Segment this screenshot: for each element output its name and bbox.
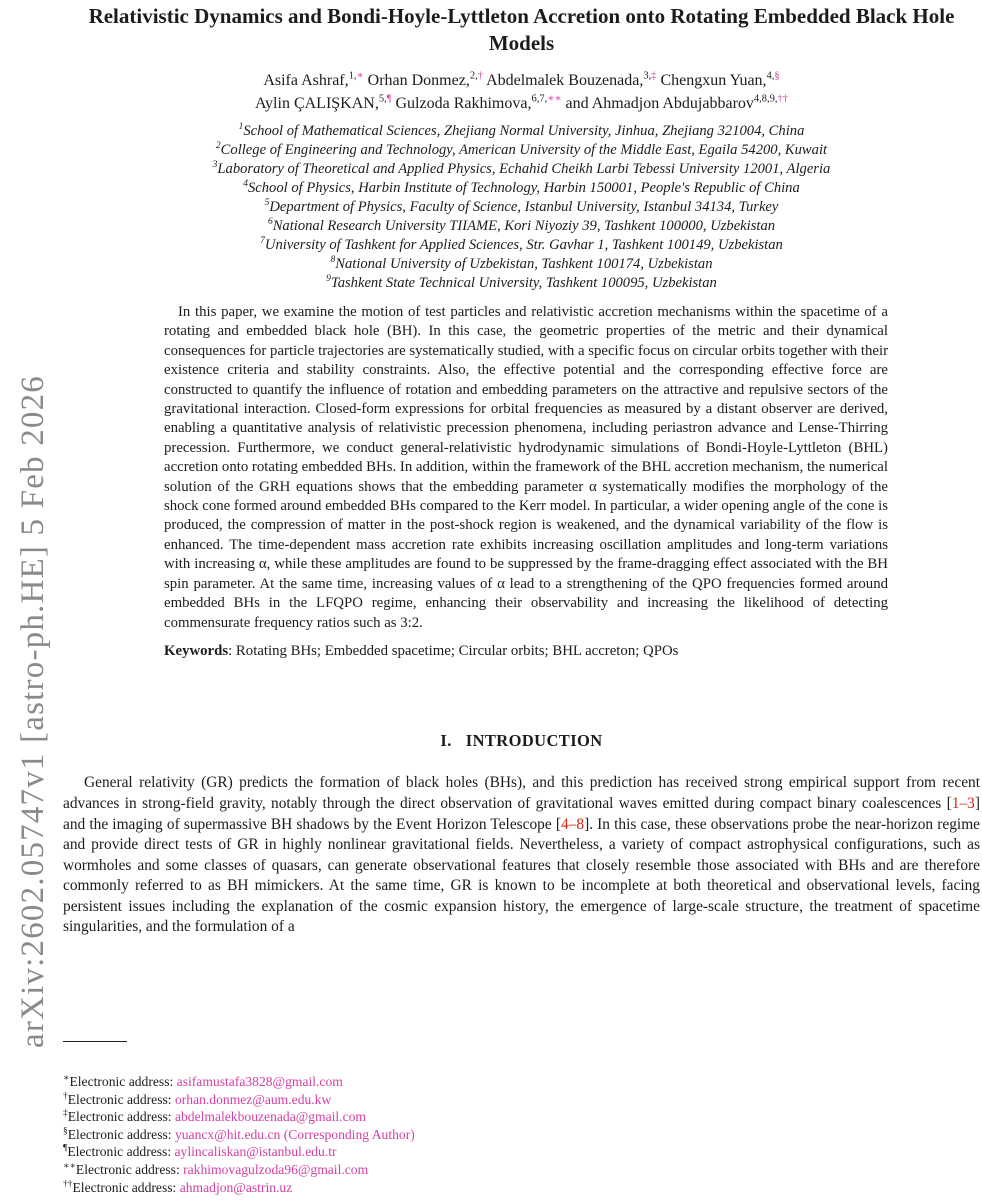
footnote-marker: ∗∗ (63, 1161, 76, 1172)
intro-paragraph: General relativity (GR) predicts the formation of black holes (BHs), and this prediction has received strong empirical support from recent advances in strong-field gravity, notably through the direct observation of gravitational waves emitted during compact binary coalescences [1–3] and the imaging of supermassive BH shadows by the Event Horizon Telescope [4–8]. In this case, these observations probe the near-horizon regime and provide direct tests of GR in highly nonlinear gravitational fields. Nevertheless, a variety of compact astrophysical configurations, such as wormholes and some classes of quasars, can generate observational features that closely resemble those associated with BHs and are therefore commonly referred to as BH mimickers. At the same time, GR is known to be incomplete at both theoretical and observational levels, facing persistent issues including the explanation of the cosmic expansion history, the emergence of large-scale structure, the treatment of spacetime singularities, and the formulation of a (63, 774, 980, 936)
author-footnote-marker[interactable]: ∗∗ (547, 93, 562, 105)
author-affiliation-numbers: 1, (348, 70, 357, 82)
affiliation-line: $^3$Laboratory of Theoretical and Applied Physics, Echahid Cheikh Larbi Tebessi University 12001, Algeria (212, 160, 831, 177)
footnote-label: Electronic address: (69, 1074, 177, 1089)
email-link[interactable]: rakhimovagulzoda96@gmail.com (183, 1161, 369, 1177)
author-footnote-marker[interactable]: § (774, 70, 780, 82)
section-title: INTRODUCTION (465, 731, 603, 751)
author (660, 72, 779, 89)
paper-title: Relativistic Dynamics and Bondi-Hoyle-Lyttleton Accretion onto Rotating Embedded Black Hole Models (88, 4, 955, 55)
author (565, 95, 788, 112)
citation-link[interactable]: 4–8 (560, 815, 585, 833)
affiliation-line: $^6$National Research University TIIAME, Kori Niyoziy 39, Tashkent 100000, Uzbekistan (267, 217, 776, 234)
footnote-marker: ‡ (63, 1108, 68, 1119)
author-superscript (643, 71, 656, 82)
footnote-list (63, 1073, 923, 1196)
author-affiliation-numbers: 6,7, (531, 93, 548, 105)
author-affiliation-numbers: 2, (469, 70, 478, 82)
author-list (63, 69, 980, 115)
author-superscript (531, 94, 561, 105)
affiliation-number: 7 (260, 236, 265, 247)
footnote-label: Electronic address: (67, 1144, 175, 1160)
affiliation-line: $^4$School of Physics, Harbin Institute of Technology, Harbin 150001, People's Republic of China (243, 179, 800, 196)
affiliation-line: $^5$Department of Physics, Faculty of Science, Istanbul University, Istanbul 34134, Turkey (264, 198, 779, 215)
author (395, 95, 561, 112)
footnote-line (63, 1126, 923, 1144)
author-footnote-marker[interactable]: ¶ (386, 93, 392, 105)
affiliation-number: 8 (330, 255, 336, 266)
affiliation-number: 4 (243, 179, 248, 190)
footnote-label: Electronic address: (67, 1126, 175, 1142)
author-footnote-marker[interactable]: † (477, 70, 483, 82)
affiliation-list (63, 122, 980, 293)
affiliation-number: 3 (212, 160, 218, 171)
abstract: In this paper, we examine the motion of test particles and relativistic accretion mechanisms within the spacetime of a rotating and embedded black hole (BH). In this case, the geometric properties of the metric and their dynamical consequences for particle trajectories are systematically studied, with a specific focus on circular orbits together with their existence criteria and stability constraints. Also, the effective potential and the corresponding effective force are constructed to quantify the influence of rotation and embedding parameters on the attractive and repulsive sectors of the gravitational interaction. Closed-form expressions for orbital frequencies as measured by a distant observer are derived, enabling a quantitative analysis of relativistic precession phenomena, including periastron advance and Lense-Thirring precession. Furthermore, we conduct general-relativistic hydrodynamic simulations of Bondi-Hoyle-Lyttleton (BHL) accretion onto rotating embedded BHs. In addition, within the framework of the BHL accretion mechanism, the numerical solution of the GRH equations shows that the embedding parameter α systematically modifies the morphology of the shock cone formed around embedded BHs compared to the Kerr model. In particular, a wider opening angle of the cone is produced, the compression of matter in the post-shock region is weakened, and the dynamical variability of the flow is enhanced. The time-dependent mass accretion rate exhibits increasing oscillation amplitudes and long-term variations with increasing α, while these amplitudes are found to be suppressed by the frame-dragging effect associated with the BH spin parameter. At the same time, increasing values of α lead to a strengthening of the QPO frequencies formed around embedded BHs in the LFQPO regime, enhancing their observability and increasing the likelihood of detecting commensurate frequency ratios such as 3:2. (164, 304, 888, 631)
keywords-label: Keywords (164, 642, 229, 659)
author-superscript (767, 71, 780, 82)
affiliation-number: 1 (238, 122, 244, 133)
author-name: Chengxun Yuan, (660, 72, 767, 89)
footnote-line (63, 1161, 923, 1179)
author-name: Aylin ÇALIŞKAN, (254, 95, 379, 112)
affiliation-number: 5 (264, 198, 270, 209)
email-link[interactable]: orhan.donmez@aum.edu.kw (174, 1091, 332, 1107)
affiliation-line: $^7$University of Tashkent for Applied Sciences, Str. Gavhar 1, Tashkent 100149, Uzbekistan (260, 236, 783, 253)
footnote-marker: † (63, 1091, 68, 1102)
author-affiliation-numbers: 4,8,9, (753, 93, 778, 105)
author-footnote-marker[interactable]: ‡ (651, 70, 657, 82)
affiliation-line: $^9$Tashkent State Technical University, Tashkent 100095, Uzbekistan (326, 274, 717, 291)
author-superscript (379, 94, 392, 105)
section-heading (63, 731, 980, 751)
footnote-marker: § (63, 1126, 68, 1137)
affiliation-number: 9 (326, 274, 331, 285)
footnote-label: Electronic address: (67, 1109, 175, 1125)
footnote-line (63, 1073, 923, 1091)
section-number: I. (440, 731, 452, 751)
author-name: Asifa Ashraf, (263, 72, 349, 89)
footnote-label: Electronic address: (67, 1091, 175, 1107)
keywords-line (164, 642, 888, 661)
footnote-area (63, 1041, 923, 1196)
author-name: Orhan Donmez, (367, 72, 470, 89)
author-name: Gulzoda Rakhimova, (395, 95, 532, 112)
author-name: and Ahmadjon Abdujabbarov (565, 95, 754, 112)
email-link[interactable]: aylincaliskan@istanbul.edu.tr (174, 1144, 337, 1160)
author-superscript (470, 71, 483, 82)
author-affiliation-numbers: 4, (766, 70, 775, 82)
author-superscript (349, 71, 364, 82)
affiliation-line: $^2$College of Engineering and Technology, American University of the Middle East, Egaila 54200, Kuwait (215, 141, 828, 158)
footnote-line (63, 1143, 923, 1161)
footnote-marker: ¶ (63, 1143, 68, 1154)
author-superscript (754, 94, 788, 105)
author-footnote-marker[interactable]: ∗ (356, 70, 364, 82)
keywords-text: : Rotating BHs; Embedded spacetime; Circular orbits; BHL accreton; QPOs (228, 642, 679, 659)
footnote-label: Electronic address: (72, 1179, 180, 1195)
email-link[interactable]: yuancx@hit.edu.cn (Corresponding Author) (174, 1126, 415, 1142)
footnote-label: Electronic address: (75, 1161, 184, 1177)
author (263, 72, 363, 89)
author-affiliation-numbers: 5, (378, 93, 387, 105)
author-affiliation-numbers: 3, (643, 70, 652, 82)
author (255, 95, 392, 112)
footnote-marker: †† (63, 1179, 73, 1190)
arxiv-watermark: arXiv:2602.05747v1 [astro-ph.HE] 5 Feb 2026 (15, 374, 51, 1048)
footnote-line (63, 1091, 923, 1109)
author (486, 72, 656, 89)
author-name: Abdelmalek Bouzenada, (486, 72, 644, 89)
affiliation-number: 6 (267, 217, 273, 228)
affiliation-number: 2 (215, 141, 221, 152)
author (368, 72, 483, 89)
citation-link[interactable]: 1–3 (951, 794, 975, 812)
email-link[interactable]: ahmadjon@astrin.uz (179, 1179, 293, 1195)
email-link[interactable]: asifamustafa3828@gmail.com (176, 1074, 343, 1089)
affiliation-line: $^8$National University of Uzbekistan, Tashkent 100174, Uzbekistan (330, 255, 713, 272)
footnote-marker: ∗ (63, 1073, 70, 1084)
footnote-rule (63, 1041, 127, 1042)
author-line-1 (63, 69, 980, 92)
email-link[interactable]: abdelmalekbouzenada@gmail.com (174, 1109, 367, 1125)
author-line-2 (63, 92, 980, 115)
footnote-line (63, 1179, 923, 1197)
affiliation-line: $^1$School of Mathematical Sciences, Zhejiang Normal University, Jinhua, Zhejiang 321004, China (238, 122, 805, 139)
author-footnote-marker[interactable]: †† (777, 93, 789, 105)
footnote-line (63, 1108, 923, 1126)
